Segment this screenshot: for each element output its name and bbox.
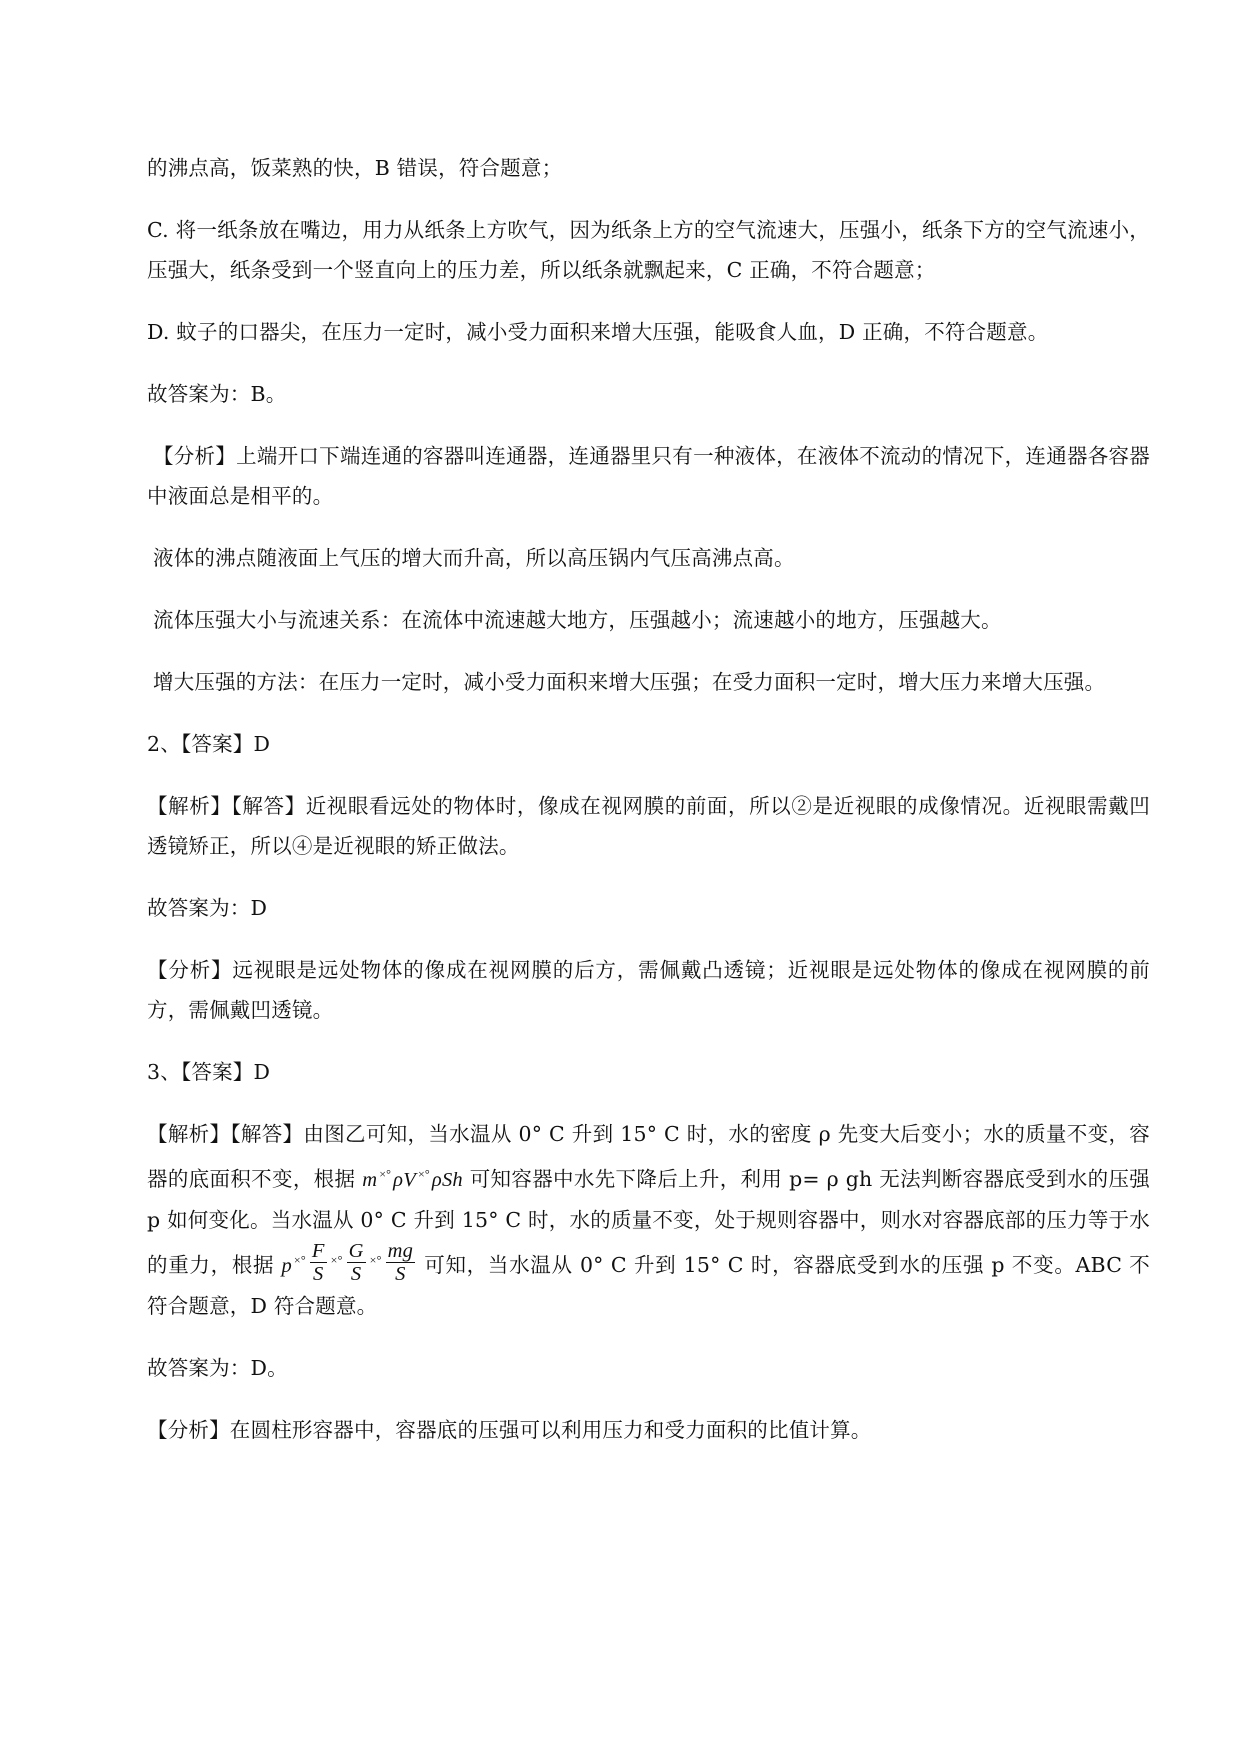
document-page: [147, 148, 1150, 1472]
analysis-increase-pressure: 增大压强的方法：在压力一定时，减小受力面积来增大压强；在受力面积一定时，增大压力来增大压强。: [153, 670, 1106, 694]
question-3-analysis: 【分析】在圆柱形容器中，容器底的压强可以利用压力和受力面积的比值计算。: [147, 1418, 872, 1442]
question-3-answer: 3、【答案】D: [147, 1060, 271, 1084]
answer-line-q1: 故答案为：B。: [147, 382, 287, 406]
fraction-mg-over-s: $\frac{mg}{S}$: [387, 1239, 414, 1285]
fraction-f-over-s: $\frac{F}{S}$: [311, 1239, 325, 1285]
analysis-boiling-point: 液体的沸点随液面上气压的增大而升高，所以高压锅内气压高沸点高。: [153, 546, 795, 570]
formula-pressure: p ×° $\frac{F}{S}$ ×° $\frac{G}{S}$ ×° $\frac{mg}{S}$: [281, 1239, 414, 1285]
question-2-explanation: 【解析】【解答】近视眼看远处的物体时，像成在视网膜的前面，所以②是近视眼的成像情况。近视眼需戴凹透镜矫正，所以④是近视眼的矫正做法。: [147, 794, 1150, 858]
formula-mass-density: m ×°ρV ×°ρSh: [362, 1167, 463, 1191]
answer-line-q2: 故答案为：D: [147, 896, 268, 920]
paragraph-b-conclusion: 的沸点高，饭菜熟的快，B 错误，符合题意；: [147, 156, 563, 180]
symbol-glyph: ×°: [369, 1253, 382, 1267]
paragraph-option-c: C. 将一纸条放在嘴边，用力从纸条上方吹气，因为纸条上方的空气流速大，压强小，纸条下方的空气流速小，压强大，纸条受到一个竖直向上的压力差，所以纸条就飘起来，C 正确，不符合题意；: [147, 218, 1150, 282]
fraction-g-over-s: $\frac{G}{S}$: [348, 1239, 364, 1285]
explanation-part-1: 【解析】【解答】由图乙可知，当水温从 0° C 升到 15° C 时，水的密度 ρ 先变大后变小；水的质量不变，容器的底面积不变，根据: [147, 1122, 1150, 1191]
paragraph-option-d: D. 蚊子的口器尖，在压力一定时，减小受力面积来增大压强，能吸食人血，D 正确，不符合题意。: [147, 320, 1049, 344]
symbol-glyph: ×°: [417, 1167, 430, 1181]
question-3-explanation: [147, 1114, 1150, 1326]
question-2-analysis: 【分析】远视眼是远处物体的像成在视网膜的后方，需佩戴凸透镜；近视眼是远处物体的像成在视网膜的前方，需佩戴凹透镜。: [147, 958, 1150, 1022]
explanation-part-3: 可知，当水温从 0° C 升到 15° C 时，容器底受到水的压强 p 不变。ABC 不符合题意，D 符合题意。: [147, 1253, 1150, 1318]
question-2-answer: 2、【答案】D: [147, 732, 271, 756]
answer-line-q3: 故答案为：D。: [147, 1356, 288, 1380]
analysis-connected-vessels: 【分析】上端开口下端连通的容器叫连通器，连通器里只有一种液体，在液体不流动的情况下，连通器各容器中液面总是相平的。: [147, 444, 1150, 508]
symbol-glyph: ×°: [293, 1253, 306, 1267]
analysis-fluid-pressure: 流体压强大小与流速关系：在流体中流速越大地方，压强越小；流速越小的地方，压强越大。: [153, 608, 1002, 632]
symbol-glyph: ×°: [330, 1253, 343, 1267]
explanation-part-2: 可知容器中水先下降后上升，利用 p= ρ gh 无法判断容器底受到水的压强 p 如何变化。当水温从 0° C 升到 15° C 时，水的质量不变，处于规则容器中，则水对容器底部的压力等于水的重力，根据: [147, 1167, 1150, 1277]
symbol-glyph: ×°: [379, 1167, 392, 1181]
